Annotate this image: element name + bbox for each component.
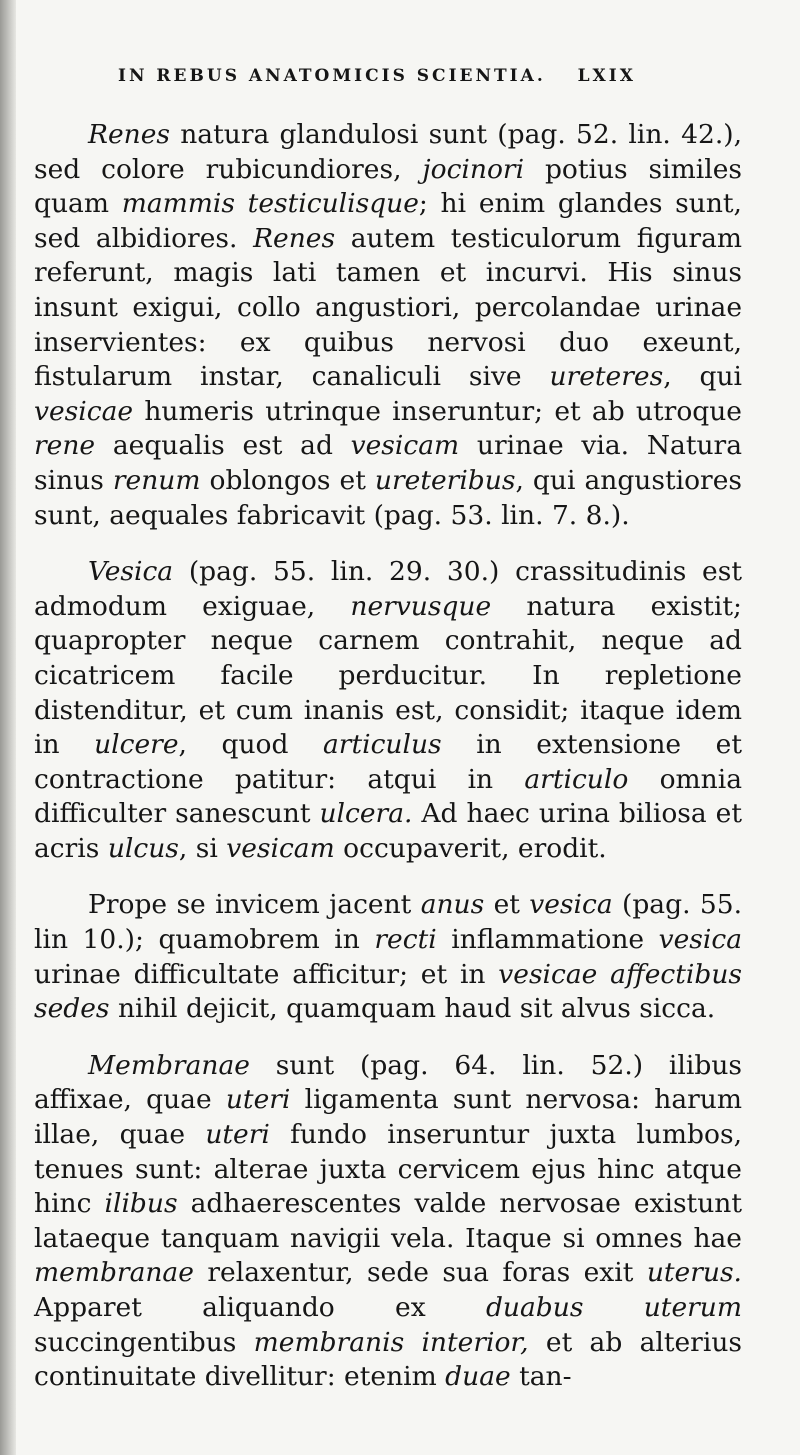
italic-run: vesicae affectibus sedes	[34, 958, 743, 1025]
text-run: et ab alterius continuitate divellitur: etenim	[34, 1326, 742, 1393]
italic-run: vesica	[658, 924, 742, 956]
italic-run: uteri	[225, 1084, 291, 1116]
text-run: natura glandulosi sunt (pag. 52. lin. 42.), sed colore rubicundiores,	[34, 119, 742, 185]
page-edge-shadow	[0, 0, 16, 1455]
italic-run: uteri	[205, 1119, 270, 1151]
italic-run: nervusque	[350, 590, 492, 622]
text-run: sunt (pag. 64. lin. 52.) ilibus affixae, quae	[34, 1049, 742, 1116]
running-header	[118, 66, 740, 86]
paragraph-membranae	[34, 1049, 742, 1395]
italic-run: ureteribus	[374, 464, 516, 496]
italic-run: Vesica	[88, 556, 174, 588]
text-run: Prope se invicem jacent	[88, 889, 421, 921]
body-text	[34, 118, 742, 1417]
text-run: autem testiculorum figuram referunt, magis lati tamen et incurvi. His sinus insunt exigui, collo angustiori, percolandae urinae inservientes: ex quibus nervosi duo exeunt, fistularum instar, canaliculi sive	[34, 222, 743, 393]
italic-run: ilibus	[104, 1188, 178, 1220]
running-title: IN REBUS ANATOMICIS SCIENTIA.	[118, 66, 546, 86]
paragraph-renes	[34, 118, 742, 533]
page-number: LXIX	[577, 66, 636, 86]
text-run: Apparet aliquando ex	[34, 1292, 486, 1323]
text-run: , si	[178, 832, 227, 864]
italic-run: recti	[374, 924, 437, 956]
text-run: , quod	[178, 729, 323, 761]
italic-run: duabus uterum	[485, 1292, 742, 1323]
italic-run: Renes	[88, 119, 170, 150]
italic-run: Membranae	[88, 1049, 250, 1081]
text-run: oblongos et	[200, 464, 375, 496]
italic-run: vesicae	[34, 395, 134, 427]
text-run: urinae difficultate afficitur; et in	[34, 958, 499, 990]
text-run: tan-	[510, 1361, 572, 1393]
text-run: succingentibus	[34, 1326, 254, 1358]
text-run: ligamenta sunt nervosa: harum illae, quae	[34, 1084, 742, 1151]
text-run: natura existit; quapropter neque carnem contrahit, neque ad cicatricem facile perducitur. In repletione distenditur, et cum inanis est, considit; itaque idem in	[34, 590, 742, 761]
text-run: , qui	[663, 361, 743, 393]
text-run: nihil dejicit, quamquam haud sit alvus sicca.	[109, 993, 716, 1025]
italic-run: ulcera.	[319, 798, 413, 830]
text-run: ; hi enim glandes sunt, sed albidiores.	[34, 188, 742, 254]
italic-run: uterus.	[646, 1257, 742, 1289]
italic-run: anus	[420, 889, 485, 921]
italic-run: ulcere	[94, 729, 179, 761]
text-run: Ad haec urina biliosa et acris	[34, 798, 742, 864]
text-run: occupaverit, erodit.	[334, 832, 607, 864]
italic-run: vesicam	[226, 832, 335, 864]
italic-run: articulus	[323, 729, 442, 761]
italic-run: rene	[34, 430, 96, 462]
italic-run: membranae	[34, 1257, 194, 1289]
italic-run: duae	[445, 1361, 511, 1393]
text-run: aequalis est ad	[95, 430, 351, 462]
italic-run: articulo	[524, 763, 629, 795]
text-run: inflammatione	[436, 924, 659, 956]
italic-run: vesicam	[350, 430, 460, 462]
italic-run: vesica	[529, 889, 613, 921]
text-run: (pag. 55. lin. 29. 30.) crassitudinis est admodum exiguae,	[34, 556, 742, 622]
text-run: humeris utrinque inseruntur; et ab utroque	[133, 395, 742, 427]
text-run: in extensione et contractione patitur: atqui in	[34, 729, 742, 795]
italic-run: mammis testiculisque	[121, 188, 419, 220]
paragraph-vesica	[34, 555, 742, 866]
text-run: adhaerescentes valde nervosae existunt lataeque tanquam navigii vela. Itaque si omnes hae	[34, 1188, 742, 1254]
text-run: (pag. 55. lin 10.); quamobrem in	[34, 889, 742, 956]
text-run: relaxentur, sede sua foras exit	[193, 1257, 647, 1289]
paragraph-anus-vesica	[34, 888, 742, 1026]
text-run: potius similes quam	[34, 153, 742, 220]
italic-run: Renes	[253, 222, 336, 254]
text-run: , qui angustiores sunt, aequales fabricavit (pag. 53. lin. 7. 8.).	[34, 464, 742, 531]
italic-run: ulcus	[107, 832, 179, 864]
italic-run: renum	[112, 464, 201, 496]
italic-run: jocinori	[422, 153, 525, 185]
text-run: urinae via. Natura sinus	[34, 430, 742, 496]
italic-run: membranis interior,	[253, 1326, 529, 1358]
text-run: et	[484, 889, 530, 921]
text-run: omnia difficulter sanescunt	[34, 763, 742, 830]
text-run: fundo inseruntur juxta lumbos, tenues sunt: alterae juxta cervicem ejus hinc atque hinc	[34, 1119, 742, 1220]
italic-run: ureteres	[549, 361, 664, 393]
